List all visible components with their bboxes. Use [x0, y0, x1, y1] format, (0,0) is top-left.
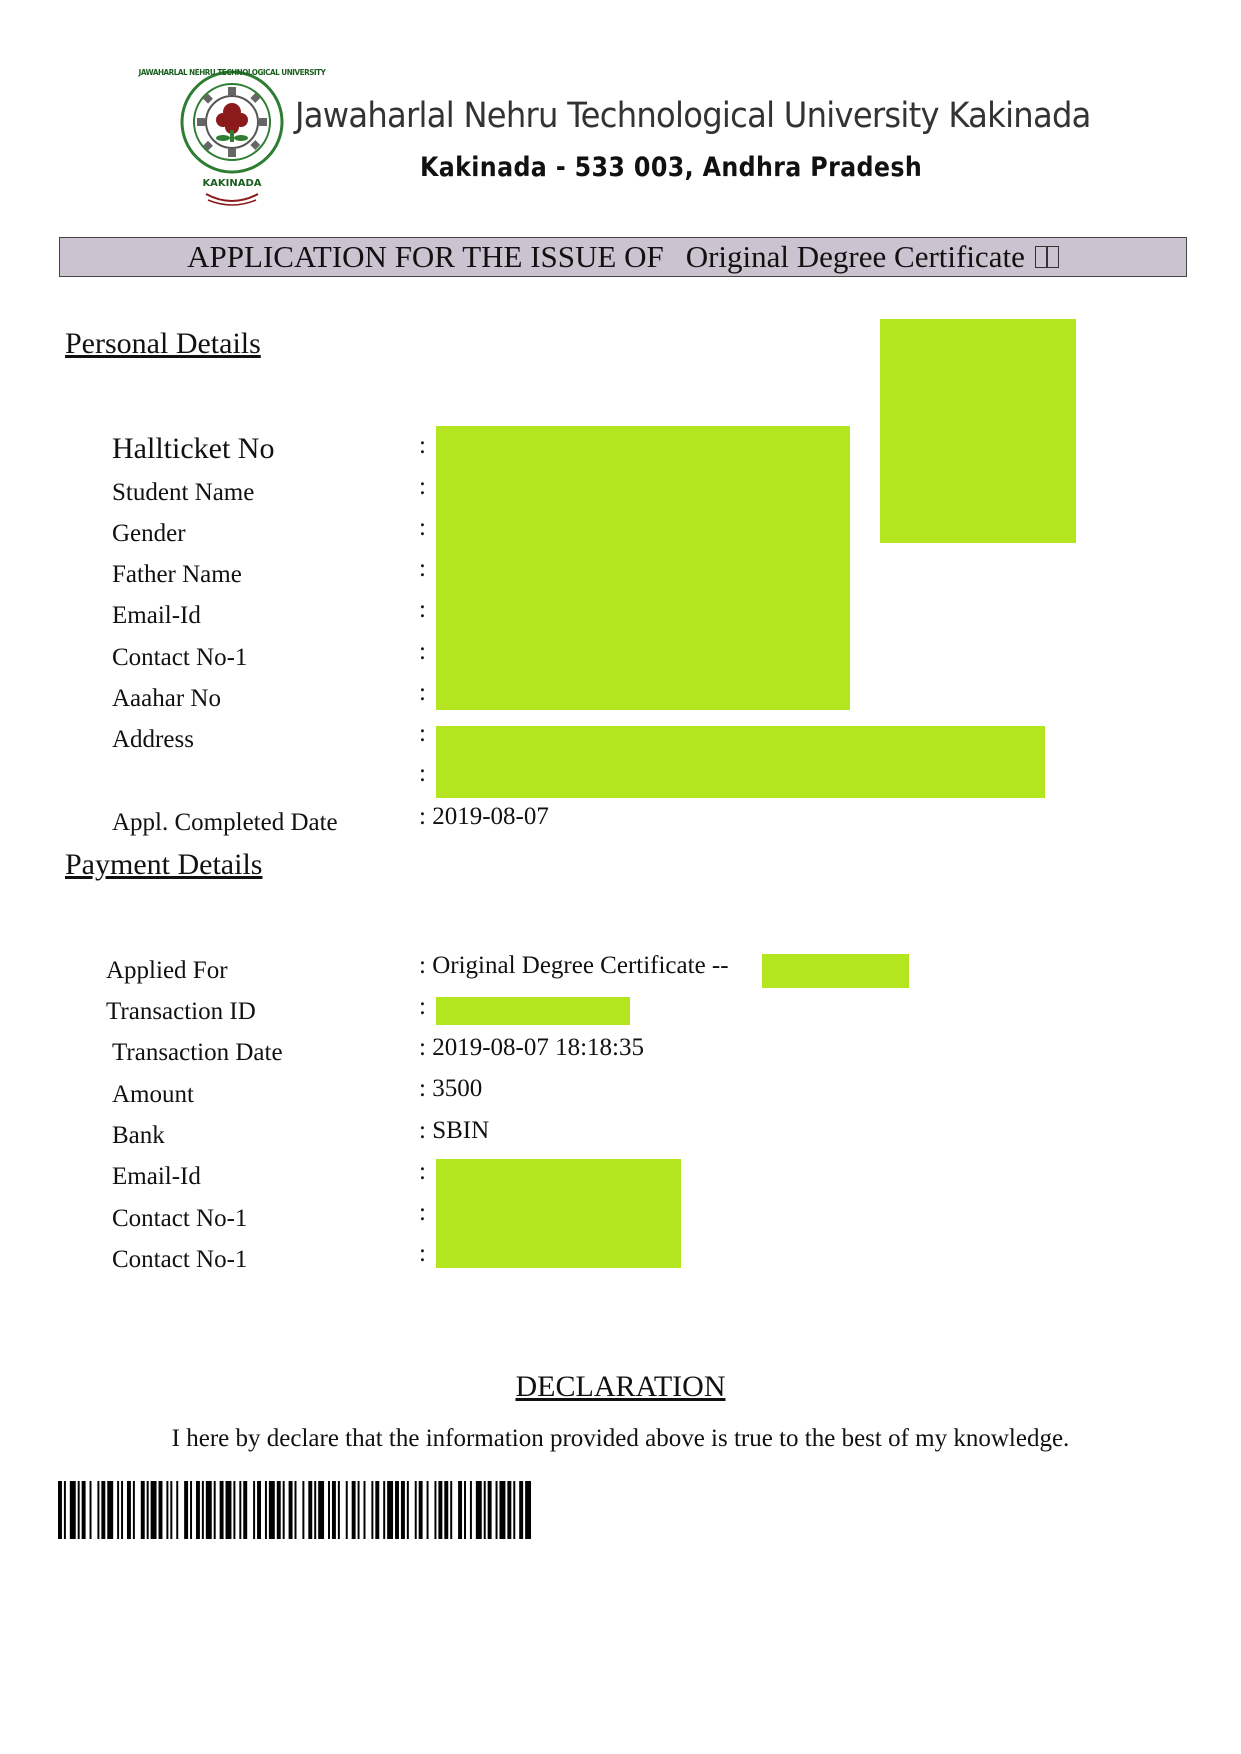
missing-glyph-icon [1035, 246, 1059, 268]
colon-father-name: : [419, 555, 426, 582]
barcode-bar [147, 1481, 149, 1539]
barcode-bar [499, 1481, 505, 1539]
colon-aadhar: : [419, 679, 426, 706]
colon-transaction-id: : [419, 993, 426, 1020]
university-logo [138, 60, 326, 210]
barcode-bar [265, 1481, 267, 1539]
colon-payment-email: : [419, 1158, 426, 1185]
barcode-bar [488, 1481, 492, 1539]
label-payment-contact-1: Contact No-1 [112, 1205, 248, 1232]
barcode-bar [484, 1481, 486, 1539]
barcode-bar [519, 1481, 523, 1539]
transaction-id-redaction [436, 997, 630, 1025]
photo-redaction [880, 319, 1076, 543]
barcode-bar [176, 1481, 178, 1539]
label-aadhar: Aaahar No [112, 685, 221, 712]
university-name: Jawaharlal Nehru Technological University Kakinada [295, 96, 1091, 136]
label-contact: Contact No-1 [112, 644, 248, 671]
barcode-bar [133, 1481, 135, 1539]
label-email: Email-Id [112, 602, 201, 629]
barcode-bar [513, 1481, 515, 1539]
colon-payment-contact-1: : [419, 1199, 426, 1226]
declaration-text: I here by declare that the information provided above is true to the best of my knowledge. [171, 1425, 1070, 1452]
payment-contact-redaction [436, 1159, 681, 1268]
barcode-bar [328, 1481, 330, 1539]
barcode-bar [338, 1481, 340, 1539]
barcode-bar [450, 1481, 452, 1539]
barcode-bar [444, 1481, 448, 1539]
label-payment-email: Email-Id [112, 1163, 201, 1190]
label-completed-date: Appl. Completed Date [112, 809, 338, 836]
university-address: Kakinada - 533 003, Andhra Pradesh [420, 152, 923, 183]
barcode-bar [214, 1481, 216, 1539]
barcode-bar [375, 1481, 379, 1539]
barcode-bar [184, 1481, 188, 1539]
label-hallticket: Hallticket No [112, 432, 275, 465]
value-completed-date: : 2019-08-07 [419, 803, 549, 830]
colon-contact: : [419, 638, 426, 665]
value-bank: : SBIN [419, 1117, 490, 1144]
label-student-name: Student Name [112, 479, 255, 506]
colon-hallticket: : [419, 432, 426, 459]
colon-gender: : [419, 514, 426, 541]
barcode-bar [346, 1481, 348, 1539]
barcode-bar [464, 1481, 466, 1539]
barcode-bar [159, 1481, 163, 1539]
barcode-bar [151, 1481, 157, 1539]
barcode [58, 1481, 533, 1539]
barcode-bar [525, 1481, 531, 1539]
barcode-bar [70, 1481, 76, 1539]
barcode-bar [196, 1481, 200, 1539]
barcode-bar [190, 1481, 192, 1539]
barcode-bar [202, 1481, 204, 1539]
colon-student-name: : [419, 473, 426, 500]
barcode-bar [295, 1481, 297, 1539]
label-payment-contact-2: Contact No-1 [112, 1246, 248, 1273]
label-amount: Amount [112, 1081, 194, 1108]
colon-address-2: : [419, 760, 426, 787]
barcode-bar [64, 1481, 66, 1539]
barcode-bar [166, 1481, 168, 1539]
barcode-bar [496, 1481, 498, 1539]
barcode-bar [206, 1481, 212, 1539]
barcode-bar [233, 1481, 235, 1539]
barcode-bar [226, 1481, 232, 1539]
colon-address-1: : [419, 720, 426, 747]
address-redaction [436, 726, 1045, 798]
barcode-bar [332, 1481, 336, 1539]
svg-text:JAWAHARLAL NEHRU TECHNOLOGICAL: JAWAHARLAL NEHRU TECHNOLOGICAL UNIVERSITY [138, 67, 326, 78]
barcode-bar [97, 1481, 99, 1539]
barcode-bar [58, 1481, 62, 1539]
personal-values-redaction [436, 426, 850, 710]
barcode-bar [507, 1481, 511, 1539]
barcode-bar [308, 1481, 312, 1539]
label-applied-for: Applied For [106, 957, 228, 984]
barcode-bar [121, 1481, 123, 1539]
barcode-bar [415, 1481, 417, 1539]
barcode-bar [239, 1481, 241, 1539]
payment-details-heading: Payment Details [65, 848, 263, 881]
barcode-bar [358, 1481, 360, 1539]
barcode-bar [82, 1481, 86, 1539]
barcode-bar [170, 1481, 172, 1539]
value-amount: : 3500 [419, 1075, 483, 1102]
personal-details-heading: Personal Details [65, 327, 261, 360]
barcode-bar [257, 1481, 261, 1539]
svg-text:KAKINADA: KAKINADA [202, 178, 262, 189]
barcode-bar [127, 1481, 131, 1539]
label-transaction-id: Transaction ID [106, 998, 256, 1025]
barcode-bar [243, 1481, 247, 1539]
barcode-bar [141, 1481, 145, 1539]
barcode-bar [78, 1481, 80, 1539]
title-prefix: APPLICATION FOR THE ISSUE OF [187, 239, 664, 274]
label-address: Address [112, 726, 194, 753]
barcode-bar [458, 1481, 462, 1539]
barcode-bar [371, 1481, 373, 1539]
barcode-bar [101, 1481, 105, 1539]
colon-email: : [419, 596, 426, 623]
barcode-bar [90, 1481, 92, 1539]
colon-payment-contact-2: : [419, 1240, 426, 1267]
barcode-bar [107, 1481, 113, 1539]
barcode-bar [383, 1481, 385, 1539]
barcode-bar [401, 1481, 405, 1539]
barcode-bar [364, 1481, 366, 1539]
barcode-bar [269, 1481, 275, 1539]
barcode-bar [419, 1481, 423, 1539]
barcode-bar [407, 1481, 409, 1539]
barcode-bar [283, 1481, 285, 1539]
value-applied-for: : Original Degree Certificate -- [419, 952, 729, 979]
barcode-bar [117, 1481, 119, 1539]
barcode-bar [314, 1481, 316, 1539]
barcode-bar [253, 1481, 255, 1539]
label-gender: Gender [112, 520, 186, 547]
label-father-name: Father Name [112, 561, 242, 588]
barcode-bar [434, 1481, 436, 1539]
barcode-bar [277, 1481, 281, 1539]
label-transaction-date: Transaction Date [112, 1039, 283, 1066]
barcode-bar [395, 1481, 399, 1539]
barcode-bar [302, 1481, 304, 1539]
barcode-bar [476, 1481, 482, 1539]
barcode-bar [387, 1481, 393, 1539]
title-document: Original Degree Certificate [685, 239, 1025, 274]
barcode-bar [289, 1481, 293, 1539]
value-transaction-date: : 2019-08-07 18:18:35 [419, 1034, 644, 1061]
barcode-bar [438, 1481, 442, 1539]
barcode-bar [427, 1481, 429, 1539]
barcode-bar [220, 1481, 224, 1539]
barcode-bar [352, 1481, 356, 1539]
declaration-heading: DECLARATION [515, 1370, 726, 1403]
application-title-bar [59, 237, 1187, 277]
barcode-bar [318, 1481, 324, 1539]
applied-for-redaction [762, 954, 909, 988]
label-bank: Bank [112, 1122, 165, 1149]
barcode-bar [470, 1481, 472, 1539]
